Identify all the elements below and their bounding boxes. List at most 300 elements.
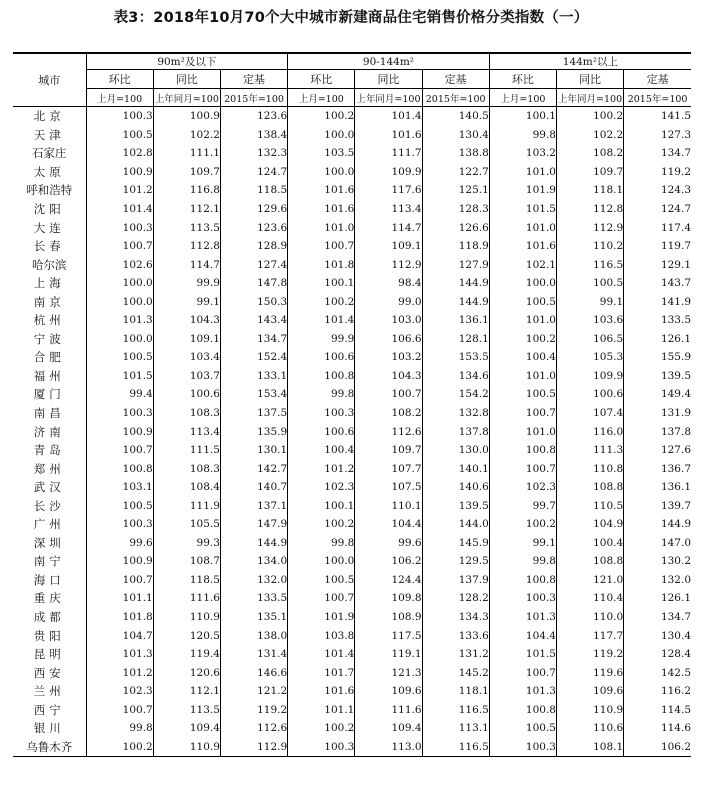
group-header: 90m²及以下	[86, 53, 288, 70]
index-value: 101.4	[355, 107, 422, 126]
index-value: 100.3	[288, 738, 355, 757]
index-value: 125.1	[422, 181, 489, 200]
index-value: 108.8	[556, 478, 623, 497]
index-value: 128.9	[220, 237, 287, 256]
index-value: 117.6	[355, 181, 422, 200]
index-value: 103.1	[86, 478, 153, 497]
metric-header: 环比	[288, 70, 355, 89]
index-value: 104.3	[153, 311, 220, 330]
index-value: 99.0	[355, 292, 422, 311]
city-name: 郑州	[13, 459, 86, 478]
index-value: 118.9	[422, 237, 489, 256]
index-value: 110.4	[556, 589, 623, 608]
index-value: 109.9	[355, 163, 422, 182]
table-row	[13, 330, 691, 349]
index-value: 100.4	[489, 348, 556, 367]
index-value: 100.7	[288, 237, 355, 256]
index-value: 116.2	[624, 682, 691, 701]
index-value: 139.5	[624, 367, 691, 386]
index-value: 100.5	[288, 571, 355, 590]
index-value: 126.6	[422, 218, 489, 237]
index-value: 100.7	[489, 459, 556, 478]
table-row	[13, 459, 691, 478]
index-value: 110.5	[556, 496, 623, 515]
base-header: 上月=100	[288, 89, 355, 107]
index-value: 99.8	[489, 552, 556, 571]
index-value: 116.5	[422, 701, 489, 720]
index-value: 130.2	[624, 552, 691, 571]
index-value: 124.4	[355, 571, 422, 590]
index-value: 112.9	[556, 218, 623, 237]
index-value: 129.5	[422, 552, 489, 571]
index-value: 100.3	[86, 218, 153, 237]
index-value: 128.4	[624, 645, 691, 664]
city-name: 西安	[13, 663, 86, 682]
city-name: 济南	[13, 422, 86, 441]
index-value: 110.9	[556, 701, 623, 720]
index-value: 102.3	[489, 478, 556, 497]
index-value: 109.6	[556, 682, 623, 701]
index-value: 107.7	[355, 459, 422, 478]
index-value: 101.0	[288, 218, 355, 237]
index-value: 119.1	[355, 645, 422, 664]
index-value: 109.4	[153, 719, 220, 738]
index-value: 100.6	[153, 385, 220, 404]
group-header: 144m²以上	[489, 53, 691, 70]
table-row	[13, 144, 691, 163]
index-value: 100.8	[489, 571, 556, 590]
index-value: 138.0	[220, 626, 287, 645]
city-name: 北京	[13, 107, 86, 126]
metric-header: 定基	[220, 70, 287, 89]
index-value: 113.4	[355, 200, 422, 219]
index-value: 109.9	[556, 367, 623, 386]
index-value: 100.2	[288, 292, 355, 311]
index-value: 103.4	[153, 348, 220, 367]
city-name: 杭州	[13, 311, 86, 330]
index-value: 100.0	[86, 330, 153, 349]
index-value: 103.7	[153, 367, 220, 386]
index-value: 110.1	[355, 496, 422, 515]
city-name: 合肥	[13, 348, 86, 367]
index-value: 130.4	[422, 126, 489, 145]
metric-header: 环比	[489, 70, 556, 89]
city-name: 长春	[13, 237, 86, 256]
index-value: 134.6	[422, 367, 489, 386]
index-value: 123.6	[220, 107, 287, 126]
index-value: 113.5	[153, 701, 220, 720]
index-value: 137.8	[624, 422, 691, 441]
index-value: 112.1	[153, 200, 220, 219]
index-value: 101.2	[86, 181, 153, 200]
index-value: 109.7	[556, 163, 623, 182]
index-value: 108.2	[355, 404, 422, 423]
index-value: 116.5	[422, 738, 489, 757]
base-header-row	[13, 89, 691, 107]
index-value: 100.3	[86, 515, 153, 534]
index-value: 110.0	[556, 608, 623, 627]
index-value: 100.8	[86, 459, 153, 478]
index-value: 138.4	[220, 126, 287, 145]
index-value: 102.1	[489, 255, 556, 274]
index-value: 127.6	[624, 441, 691, 460]
index-value: 118.1	[422, 682, 489, 701]
index-value: 130.0	[422, 441, 489, 460]
index-value: 147.8	[220, 274, 287, 293]
city-name: 西宁	[13, 701, 86, 720]
index-value: 100.9	[86, 163, 153, 182]
index-value: 101.5	[86, 367, 153, 386]
index-value: 127.9	[422, 255, 489, 274]
city-name: 呼和浩特	[13, 181, 86, 200]
base-header: 上月=100	[86, 89, 153, 107]
index-value: 100.0	[86, 274, 153, 293]
index-value: 102.2	[556, 126, 623, 145]
index-value: 98.4	[355, 274, 422, 293]
table-row	[13, 404, 691, 423]
index-value: 101.0	[489, 367, 556, 386]
index-value: 100.2	[288, 107, 355, 126]
index-value: 141.5	[624, 107, 691, 126]
index-value: 100.2	[556, 107, 623, 126]
index-value: 100.5	[86, 496, 153, 515]
index-value: 130.1	[220, 441, 287, 460]
index-value: 99.7	[489, 496, 556, 515]
index-value: 104.3	[355, 367, 422, 386]
index-value: 112.8	[556, 200, 623, 219]
index-value: 127.4	[220, 255, 287, 274]
index-value: 119.6	[556, 663, 623, 682]
index-value: 113.0	[355, 738, 422, 757]
index-value: 117.5	[355, 626, 422, 645]
index-value: 100.0	[288, 552, 355, 571]
index-value: 101.4	[86, 200, 153, 219]
index-value: 100.8	[489, 441, 556, 460]
index-value: 111.1	[153, 144, 220, 163]
index-value: 136.7	[624, 459, 691, 478]
index-value: 101.1	[86, 589, 153, 608]
index-value: 101.3	[489, 682, 556, 701]
index-value: 100.3	[489, 589, 556, 608]
index-value: 117.4	[624, 218, 691, 237]
city-name: 广州	[13, 515, 86, 534]
index-value: 109.7	[355, 441, 422, 460]
index-value: 101.0	[489, 311, 556, 330]
index-value: 134.7	[624, 144, 691, 163]
city-name: 沈阳	[13, 200, 86, 219]
city-name: 贵阳	[13, 626, 86, 645]
index-value: 100.9	[153, 107, 220, 126]
metric-header: 同比	[153, 70, 220, 89]
table-row	[13, 181, 691, 200]
index-value: 109.1	[355, 237, 422, 256]
index-value: 100.7	[86, 441, 153, 460]
index-value: 112.8	[153, 237, 220, 256]
index-value: 100.3	[288, 404, 355, 423]
index-value: 134.7	[624, 608, 691, 627]
index-value: 100.5	[489, 292, 556, 311]
city-column-header: 城市	[13, 53, 86, 107]
index-value: 110.9	[153, 608, 220, 627]
index-value: 103.2	[489, 144, 556, 163]
index-value: 108.3	[153, 404, 220, 423]
index-value: 132.8	[422, 404, 489, 423]
index-value: 100.7	[86, 701, 153, 720]
index-value: 102.3	[86, 682, 153, 701]
city-name: 太原	[13, 163, 86, 182]
table-row	[13, 682, 691, 701]
table-row	[13, 608, 691, 627]
city-name: 兰州	[13, 682, 86, 701]
table-row	[13, 441, 691, 460]
base-header: 上年同月=100	[153, 89, 220, 107]
index-value: 100.8	[489, 701, 556, 720]
city-name: 上海	[13, 274, 86, 293]
index-value: 99.1	[489, 534, 556, 553]
index-value: 100.0	[288, 163, 355, 182]
index-value: 116.5	[556, 255, 623, 274]
table-body	[13, 107, 691, 757]
table-row	[13, 385, 691, 404]
index-value: 100.3	[489, 738, 556, 757]
index-value: 116.0	[556, 422, 623, 441]
index-value: 126.1	[624, 330, 691, 349]
table-row	[13, 274, 691, 293]
base-header: 2015年=100	[220, 89, 287, 107]
index-value: 140.6	[422, 478, 489, 497]
index-value: 101.3	[86, 311, 153, 330]
base-header: 上月=100	[489, 89, 556, 107]
city-name: 天津	[13, 126, 86, 145]
index-value: 101.6	[489, 237, 556, 256]
index-value: 108.7	[153, 552, 220, 571]
index-value: 154.2	[422, 385, 489, 404]
index-value: 140.7	[220, 478, 287, 497]
index-value: 108.3	[153, 459, 220, 478]
city-name: 武汉	[13, 478, 86, 497]
city-name: 厦门	[13, 385, 86, 404]
index-value: 99.3	[153, 534, 220, 553]
index-value: 111.9	[153, 496, 220, 515]
index-value: 101.6	[288, 200, 355, 219]
index-value: 133.5	[624, 311, 691, 330]
index-value: 137.8	[422, 422, 489, 441]
index-value: 100.0	[288, 126, 355, 145]
index-value: 129.1	[624, 255, 691, 274]
table-row	[13, 200, 691, 219]
index-value: 144.9	[422, 274, 489, 293]
index-value: 100.3	[86, 404, 153, 423]
table-row	[13, 534, 691, 553]
city-name: 宁波	[13, 330, 86, 349]
index-value: 135.9	[220, 422, 287, 441]
index-value: 124.3	[624, 181, 691, 200]
index-value: 101.2	[288, 459, 355, 478]
index-value: 118.5	[153, 571, 220, 590]
city-name: 海口	[13, 571, 86, 590]
index-value: 100.2	[288, 719, 355, 738]
index-value: 143.4	[220, 311, 287, 330]
table-row	[13, 367, 691, 386]
index-value: 100.5	[556, 274, 623, 293]
index-value: 106.2	[624, 738, 691, 757]
index-value: 123.6	[220, 218, 287, 237]
table-row	[13, 738, 691, 757]
index-value: 99.6	[86, 534, 153, 553]
index-value: 101.7	[288, 663, 355, 682]
base-header: 2015年=100	[422, 89, 489, 107]
index-value: 99.4	[86, 385, 153, 404]
index-value: 127.3	[624, 126, 691, 145]
table-row	[13, 626, 691, 645]
index-value: 131.4	[220, 645, 287, 664]
city-name: 银川	[13, 719, 86, 738]
index-value: 145.2	[422, 663, 489, 682]
index-value: 100.7	[355, 385, 422, 404]
index-value: 99.8	[288, 534, 355, 553]
index-value: 99.1	[153, 292, 220, 311]
index-value: 99.1	[556, 292, 623, 311]
index-value: 109.4	[355, 719, 422, 738]
index-value: 110.2	[556, 237, 623, 256]
metric-header: 同比	[556, 70, 623, 89]
index-value: 100.5	[86, 126, 153, 145]
index-value: 100.2	[489, 330, 556, 349]
index-value: 114.7	[355, 218, 422, 237]
index-value: 106.6	[355, 330, 422, 349]
base-header: 上年同月=100	[556, 89, 623, 107]
index-value: 122.7	[422, 163, 489, 182]
index-value: 100.5	[489, 385, 556, 404]
index-value: 110.9	[153, 738, 220, 757]
index-value: 103.2	[355, 348, 422, 367]
table-row	[13, 126, 691, 145]
index-value: 118.5	[220, 181, 287, 200]
metric-header: 环比	[86, 70, 153, 89]
index-value: 100.7	[86, 571, 153, 590]
index-value: 100.1	[489, 107, 556, 126]
index-value: 128.3	[422, 200, 489, 219]
city-name: 南京	[13, 292, 86, 311]
index-value: 152.4	[220, 348, 287, 367]
index-value: 134.7	[220, 330, 287, 349]
index-value: 113.1	[422, 719, 489, 738]
index-value: 109.7	[153, 163, 220, 182]
index-value: 143.7	[624, 274, 691, 293]
index-value: 114.6	[624, 719, 691, 738]
index-value: 111.6	[355, 701, 422, 720]
index-value: 99.6	[355, 534, 422, 553]
index-value: 99.9	[288, 330, 355, 349]
city-name: 福州	[13, 367, 86, 386]
index-value: 100.1	[288, 496, 355, 515]
table-row	[13, 348, 691, 367]
index-value: 112.6	[355, 422, 422, 441]
city-name: 石家庄	[13, 144, 86, 163]
table-row	[13, 292, 691, 311]
index-value: 121.3	[355, 663, 422, 682]
index-value: 101.5	[489, 200, 556, 219]
index-value: 101.8	[86, 608, 153, 627]
index-value: 138.8	[422, 144, 489, 163]
index-value: 101.3	[86, 645, 153, 664]
index-value: 118.1	[556, 181, 623, 200]
index-value: 144.9	[422, 292, 489, 311]
table-row	[13, 107, 691, 126]
city-name: 昆明	[13, 645, 86, 664]
index-value: 101.0	[489, 163, 556, 182]
index-value: 103.0	[355, 311, 422, 330]
index-value: 131.2	[422, 645, 489, 664]
index-value: 112.9	[220, 738, 287, 757]
index-value: 113.4	[153, 422, 220, 441]
metric-header-row	[13, 70, 691, 89]
index-value: 145.9	[422, 534, 489, 553]
index-value: 108.4	[153, 478, 220, 497]
index-value: 153.4	[220, 385, 287, 404]
index-value: 100.6	[288, 348, 355, 367]
index-value: 102.3	[288, 478, 355, 497]
index-value: 100.3	[86, 107, 153, 126]
index-value: 134.3	[422, 608, 489, 627]
index-value: 112.1	[153, 682, 220, 701]
city-name: 南昌	[13, 404, 86, 423]
index-value: 111.3	[556, 441, 623, 460]
index-value: 131.9	[624, 404, 691, 423]
base-header: 2015年=100	[624, 89, 691, 107]
index-value: 124.7	[220, 163, 287, 182]
city-name: 重庆	[13, 589, 86, 608]
table-row	[13, 645, 691, 664]
index-value: 99.8	[489, 126, 556, 145]
index-value: 112.6	[220, 719, 287, 738]
table-row	[13, 311, 691, 330]
index-value: 109.6	[355, 682, 422, 701]
index-value: 132.3	[220, 144, 287, 163]
city-name: 长沙	[13, 496, 86, 515]
index-value: 102.6	[86, 255, 153, 274]
index-value: 119.4	[153, 645, 220, 664]
index-value: 128.2	[422, 589, 489, 608]
table-row	[13, 571, 691, 590]
index-value: 102.2	[153, 126, 220, 145]
index-value: 102.8	[86, 144, 153, 163]
index-value: 129.6	[220, 200, 287, 219]
index-value: 140.1	[422, 459, 489, 478]
index-value: 100.0	[86, 292, 153, 311]
index-value: 128.1	[422, 330, 489, 349]
city-name: 深圳	[13, 534, 86, 553]
index-value: 119.2	[624, 163, 691, 182]
table-title: 表3：2018年10月70个大中城市新建商品住宅销售价格分类指数（一）	[113, 10, 589, 26]
index-value: 101.8	[288, 255, 355, 274]
index-value: 134.0	[220, 552, 287, 571]
index-value: 139.7	[624, 496, 691, 515]
index-value: 101.4	[288, 311, 355, 330]
index-value: 111.6	[153, 589, 220, 608]
index-value: 100.7	[489, 404, 556, 423]
city-name: 成都	[13, 608, 86, 627]
index-value: 119.7	[624, 237, 691, 256]
index-value: 100.2	[489, 515, 556, 534]
index-value: 120.6	[153, 663, 220, 682]
index-value: 132.0	[624, 571, 691, 590]
index-value: 99.8	[86, 719, 153, 738]
index-value: 153.5	[422, 348, 489, 367]
group-header-row	[13, 53, 691, 70]
index-value: 135.1	[220, 608, 287, 627]
table-row	[13, 478, 691, 497]
